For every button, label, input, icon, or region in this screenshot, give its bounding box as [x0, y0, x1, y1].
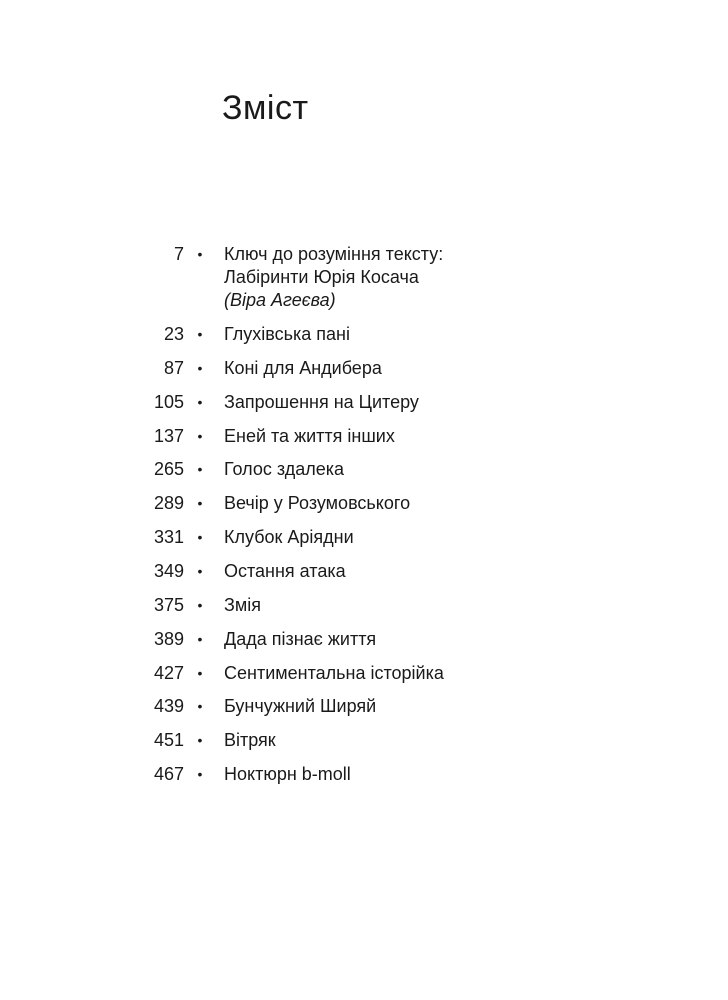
bullet-icon: •: [197, 732, 203, 748]
bullet-icon: •: [197, 563, 203, 579]
bullet-icon: •: [197, 597, 203, 613]
toc-entry-title: Клубок Аріядни: [224, 527, 354, 547]
bullet-icon: •: [197, 631, 203, 647]
bullet-icon: •: [197, 461, 203, 477]
toc-entry-title: Голос здалека: [224, 459, 345, 479]
bullet-icon: •: [197, 698, 203, 714]
bullet-icon: •: [197, 326, 203, 342]
toc-page-number: 105: [153, 392, 184, 412]
toc-entry-title-line: Лабіринти Юрія Косача: [224, 267, 419, 287]
toc-entry-title: Вечір у Розумовського: [224, 493, 411, 513]
toc-entry-title: [224, 243, 684, 312]
toc-entry-title: Запрошення на Цитеру: [224, 392, 419, 412]
bullet-icon: •: [197, 360, 203, 376]
toc-entry-title: Глухівська пані: [224, 324, 350, 344]
bullet-icon: •: [197, 246, 203, 262]
toc-page-number: 467: [153, 764, 184, 784]
bullet-icon: •: [197, 428, 203, 444]
toc-entry-title: Ноктюрн b-moll: [224, 764, 351, 784]
bullet-icon: •: [197, 766, 203, 782]
bullet-icon: •: [197, 529, 203, 545]
toc-page-number: 23: [163, 324, 184, 344]
bullet-icon: •: [197, 495, 203, 511]
toc-page-number: 87: [163, 358, 184, 378]
toc-entry-title-line: Ключ до розуміння тексту:: [224, 244, 444, 264]
toc-entry-title: Вітряк: [224, 730, 276, 750]
toc-entry-editor: (Віра Агеєва): [224, 290, 336, 310]
toc-page-number: 331: [153, 527, 184, 547]
toc-page-number: 427: [153, 663, 184, 683]
toc-page-number: 137: [153, 426, 184, 446]
toc-entry-title: Сентиментальна історійка: [224, 663, 444, 683]
toc-page-number: 265: [153, 459, 184, 479]
toc-entry-title: Остання атака: [224, 561, 346, 581]
toc-page-number: 439: [153, 696, 184, 716]
toc-page-number: 451: [153, 730, 184, 750]
toc-entry-title: Коні для Андибера: [224, 358, 382, 378]
toc-entry-title: Бунчужний Ширяй: [224, 696, 377, 716]
bullet-icon: •: [197, 394, 203, 410]
page-title: Зміст: [222, 89, 309, 127]
toc-entry-title: Дада пізнає життя: [224, 629, 377, 649]
toc-page-number: 375: [153, 595, 184, 615]
toc-page-number: 7: [173, 244, 184, 264]
toc-page-number: 389: [153, 629, 184, 649]
toc-page-number: 349: [153, 561, 184, 581]
toc-entry-title: Змія: [224, 595, 261, 615]
bullet-icon: •: [197, 665, 203, 681]
toc-entry-title: Еней та життя інших: [224, 426, 395, 446]
toc-page-number: 289: [153, 493, 184, 513]
